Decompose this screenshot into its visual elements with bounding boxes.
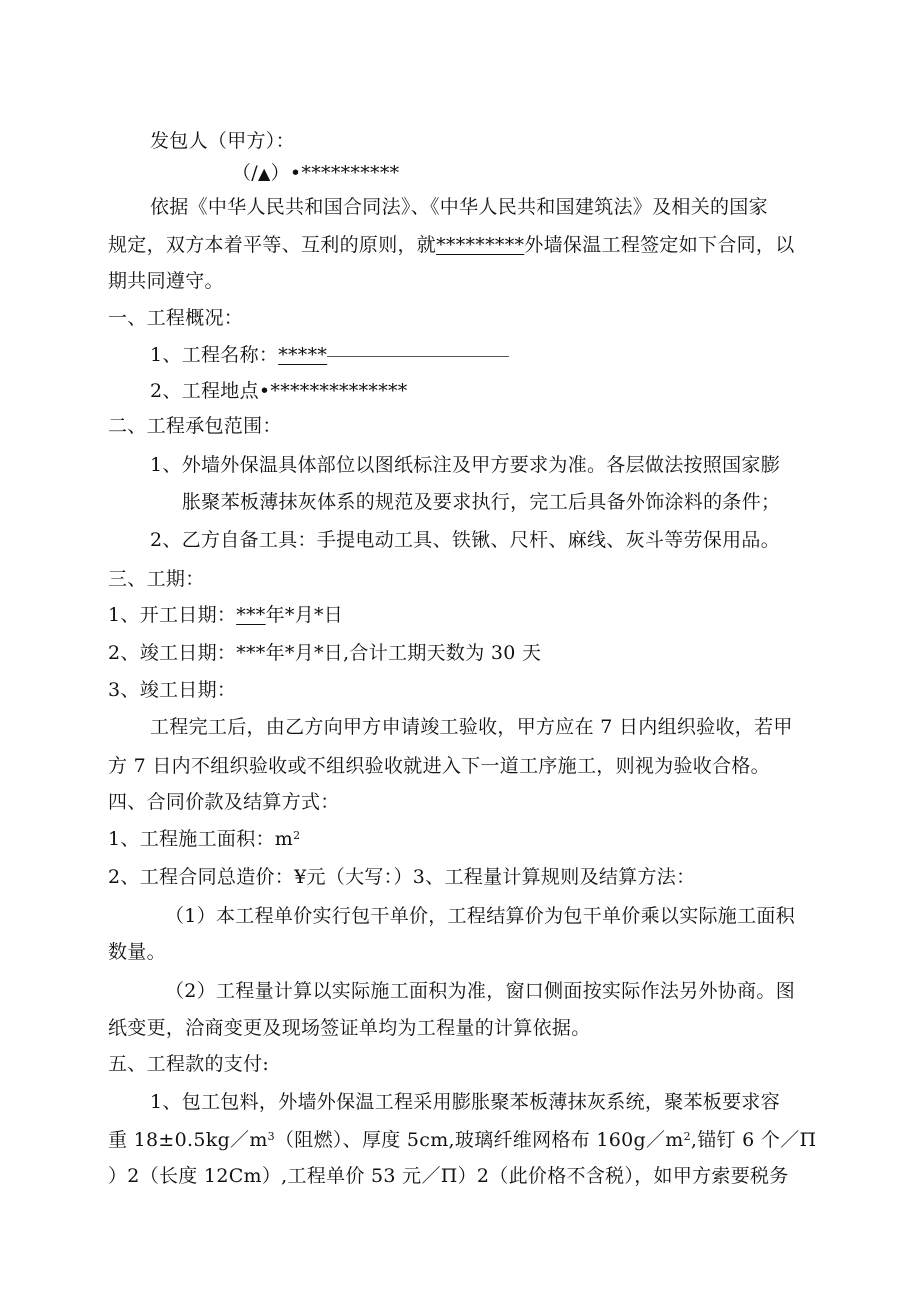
intro-line-3: 期共同遵守。 [108,270,224,292]
total-price-line: 2、工程合同总造价：¥元（大写：）3、工程量计算规则及结算方法： [108,866,696,888]
section-4-title: 四、合同价款及结算方式： [108,791,340,813]
intro-line-1: 依据《中华人民共和国合同法》、《中华人民共和国建筑法》及相关的国家 [150,196,768,218]
project-name-underlined: ********* [436,234,525,256]
section-5-title: 五、工程款的支付: [108,1053,270,1075]
party-a-label: 发包人（甲方）： [150,130,295,152]
party-a-sub: （/▲）•********** [232,162,400,184]
construction-area-line: 1、工程施工面积：$m^2$ [108,828,301,850]
rule-2-line-2: 纸变更，洽商变更及现场签证单均为工程量的计算依据。 [108,1017,591,1039]
payment-para-line-3: ）2（长度 12Cm）,工程单价 53 元／Π）2（此价格不含税），如甲方索要税务 [108,1165,789,1187]
scope-item-2: 2、乙方自备工具：手提电动工具、铁锹、尺杆、麻线、灰斗等劳保用品。 [150,529,780,551]
scope-item-1-line-1: 1、外墙外保温具体部位以图纸标注及甲方要求为准。各层做法按照国家膨 [150,454,780,476]
fill-in-blank [327,355,509,357]
rule-1-line-2: 数量。 [108,941,166,963]
payment-para-line-2: 重 $18\pm 0.5kg/m^3$（阻燃）、厚度 5cm,玻璃纤维网格布 $160g/m^2$,锚钉 6 个／Π [108,1129,817,1151]
payment-para-line-1: 1、包工包料，外墙外保温工程采用膨胀聚苯板薄抹灰系统，聚苯板要求容 [150,1091,780,1113]
acceptance-para-line-1: 工程完工后，由乙方向甲方申请竣工验收，甲方应在 7 日内组织验收，若甲 [150,716,793,738]
start-date-line: 1、开工日期：***年*月*日 [108,604,344,626]
rule-2-line-1: （2）工程量计算以实际施工面积为准，窗口侧面按实际作法另外协商。图 [165,980,795,1002]
rule-1-line-1: （1）本工程单价实行包干单价，工程结算价为包干单价乘以实际施工面积 [165,905,795,927]
scope-item-1-line-2: 胀聚苯板薄抹灰体系的规范及要求执行，完工后具备外饰涂料的条件； [182,491,781,513]
section-3-title: 三、工期： [108,568,205,590]
section-2-title: 二、工程承包范围： [108,415,282,437]
project-location-line: 2、工程地点•************** [150,380,408,402]
section-1-title: 一、工程概况： [108,307,244,329]
completion-date-line: 2、竣工日期：***年*月*日,合计工期天数为 30 天 [108,642,542,664]
intro-line-2: 规定，双方本着平等、互利的原则，就*********外墙保温工程签定如下合同，以 [108,234,795,256]
completion-item-3: 3、竣工日期： [108,679,237,701]
acceptance-para-line-2: 方 7 日内不组织验收或不组织验收就进入下一道工序施工，则视为验收合格。 [108,755,770,777]
project-name-line: 1、工程名称：***** [150,342,509,368]
triangle-icon: ▲ [258,164,271,183]
